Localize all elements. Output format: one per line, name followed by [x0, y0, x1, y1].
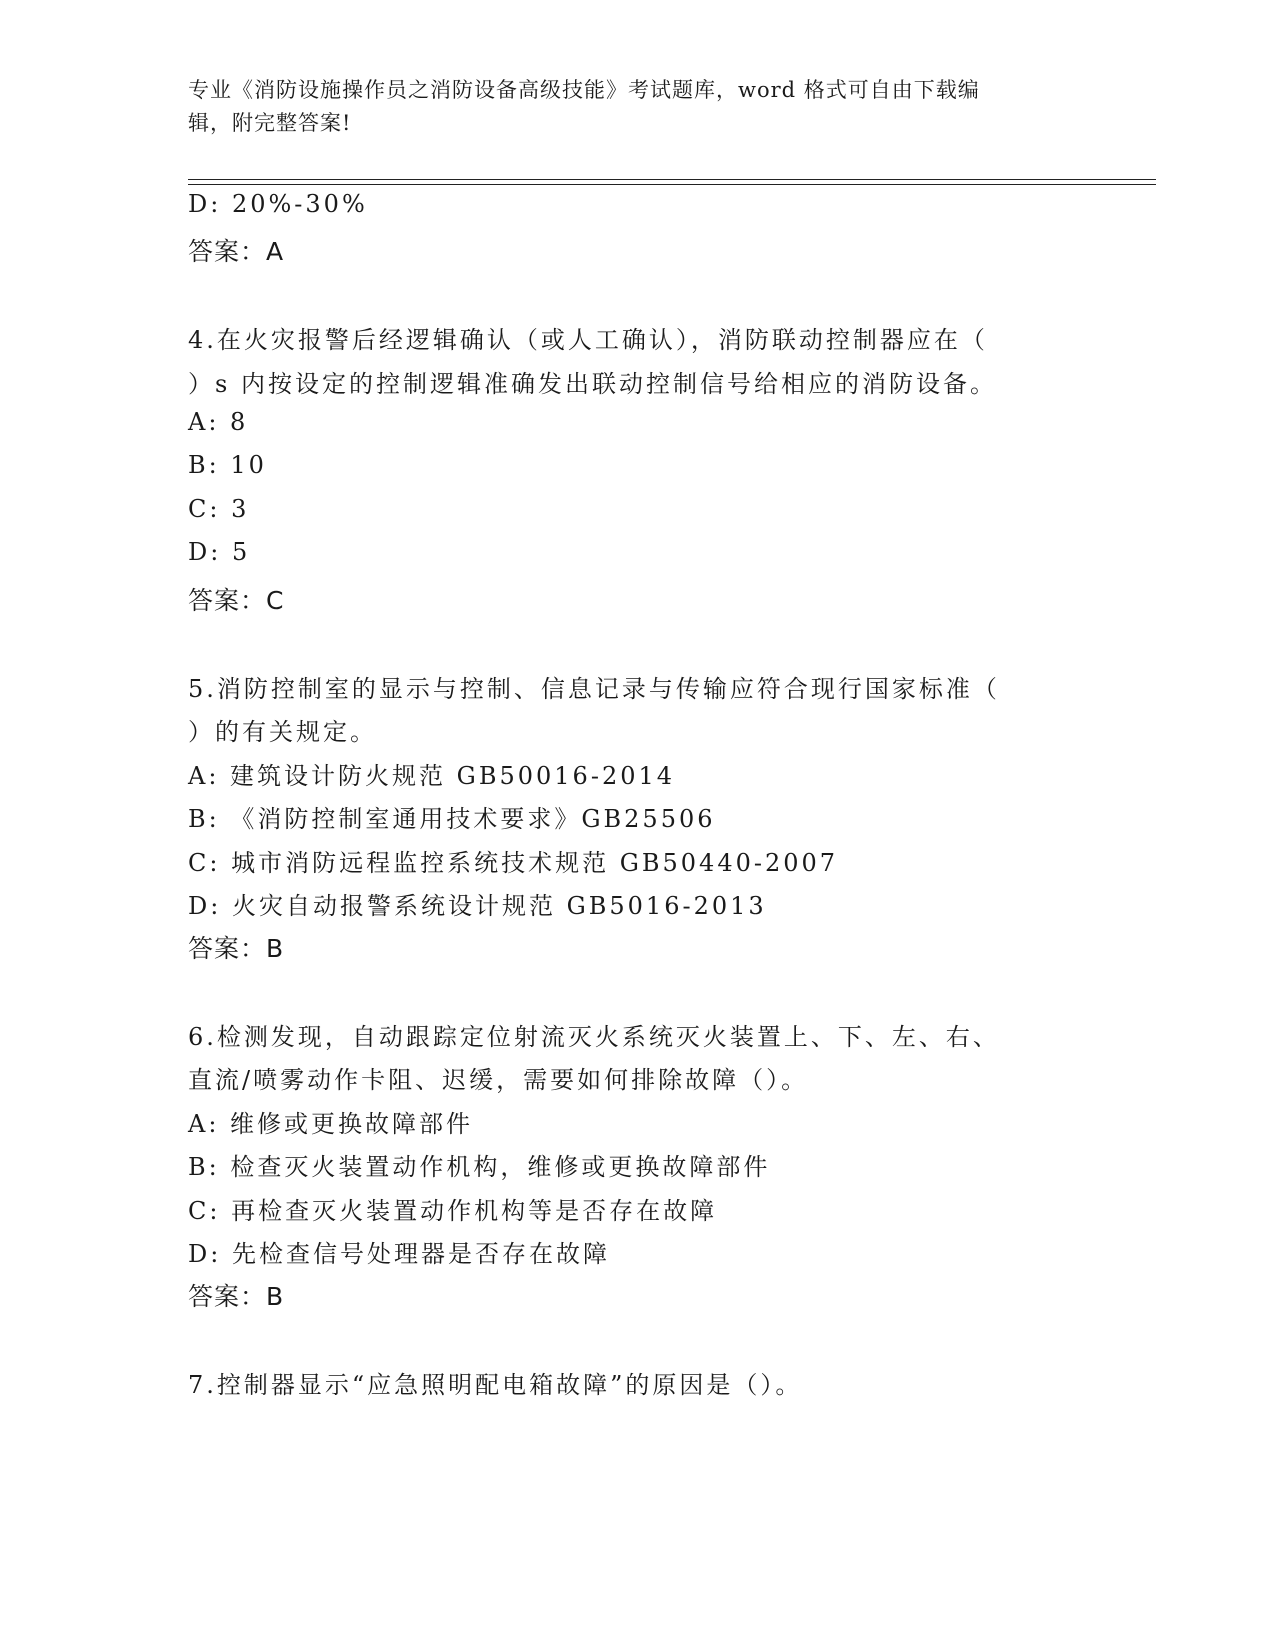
q6-option-c: C: 再检查灭火装置动作机构等是否存在故障 — [188, 1197, 718, 1225]
q4-stem-line-2: ）s 内按设定的控制逻辑准确发出联动控制信号给相应的消防设备。 — [188, 370, 997, 398]
q3-option-d: D: 20%-30% — [188, 190, 368, 218]
q4-option-c: C: 3 — [188, 495, 250, 523]
header-line-2: 辑，附完整答案! — [188, 111, 352, 135]
q4-option-a: A: 8 — [188, 408, 249, 436]
header-divider-top — [188, 179, 1156, 180]
q7-stem-line-1: 7.控制器显示“应急照明配电箱故障”的原因是（）。 — [188, 1371, 803, 1399]
q4-stem-line-1: 4.在火灾报警后经逻辑确认（或人工确认），消防联动控制器应在（ — [188, 326, 988, 354]
q5-option-d: D: 火灾自动报警系统设计规范 GB5016-2013 — [188, 892, 767, 920]
q6-option-d: D: 先检查信号处理器是否存在故障 — [188, 1240, 610, 1268]
q4-answer: 答案：C — [188, 586, 285, 615]
q5-stem-line-1: 5.消防控制室的显示与控制、信息记录与传输应符合现行国家标准（ — [188, 675, 1000, 703]
q4-option-d: D: 5 — [188, 538, 251, 566]
q5-stem-line-2: ）的有关规定。 — [188, 718, 377, 746]
header-divider-bottom — [188, 184, 1156, 185]
q6-option-a: A: 维修或更换故障部件 — [188, 1110, 474, 1138]
q6-answer: 答案：B — [188, 1282, 285, 1311]
header-line-1: 专业《消防设施操作员之消防设备高级技能》考试题库，word 格式可自由下载编 — [188, 78, 980, 102]
q6-stem-line-1: 6.检测发现，自动跟踪定位射流灭火系统灭火装置上、下、左、右、 — [188, 1023, 1000, 1051]
q5-option-c: C: 城市消防远程监控系统技术规范 GB50440-2007 — [188, 849, 839, 877]
q3-answer: 答案：A — [188, 237, 285, 266]
q5-option-a: A: 建筑设计防火规范 GB50016-2014 — [188, 762, 676, 790]
document-header — [188, 74, 1088, 140]
q6-stem-line-2: 直流/喷雾动作卡阻、迟缓，需要如何排除故障（）。 — [188, 1066, 809, 1094]
q4-option-b: B: 10 — [188, 451, 267, 479]
q5-answer: 答案：B — [188, 934, 285, 963]
q6-option-b: B: 检查灭火装置动作机构，维修或更换故障部件 — [188, 1153, 771, 1181]
q5-option-b: B: 《消防控制室通用技术要求》GB25506 — [188, 805, 716, 833]
